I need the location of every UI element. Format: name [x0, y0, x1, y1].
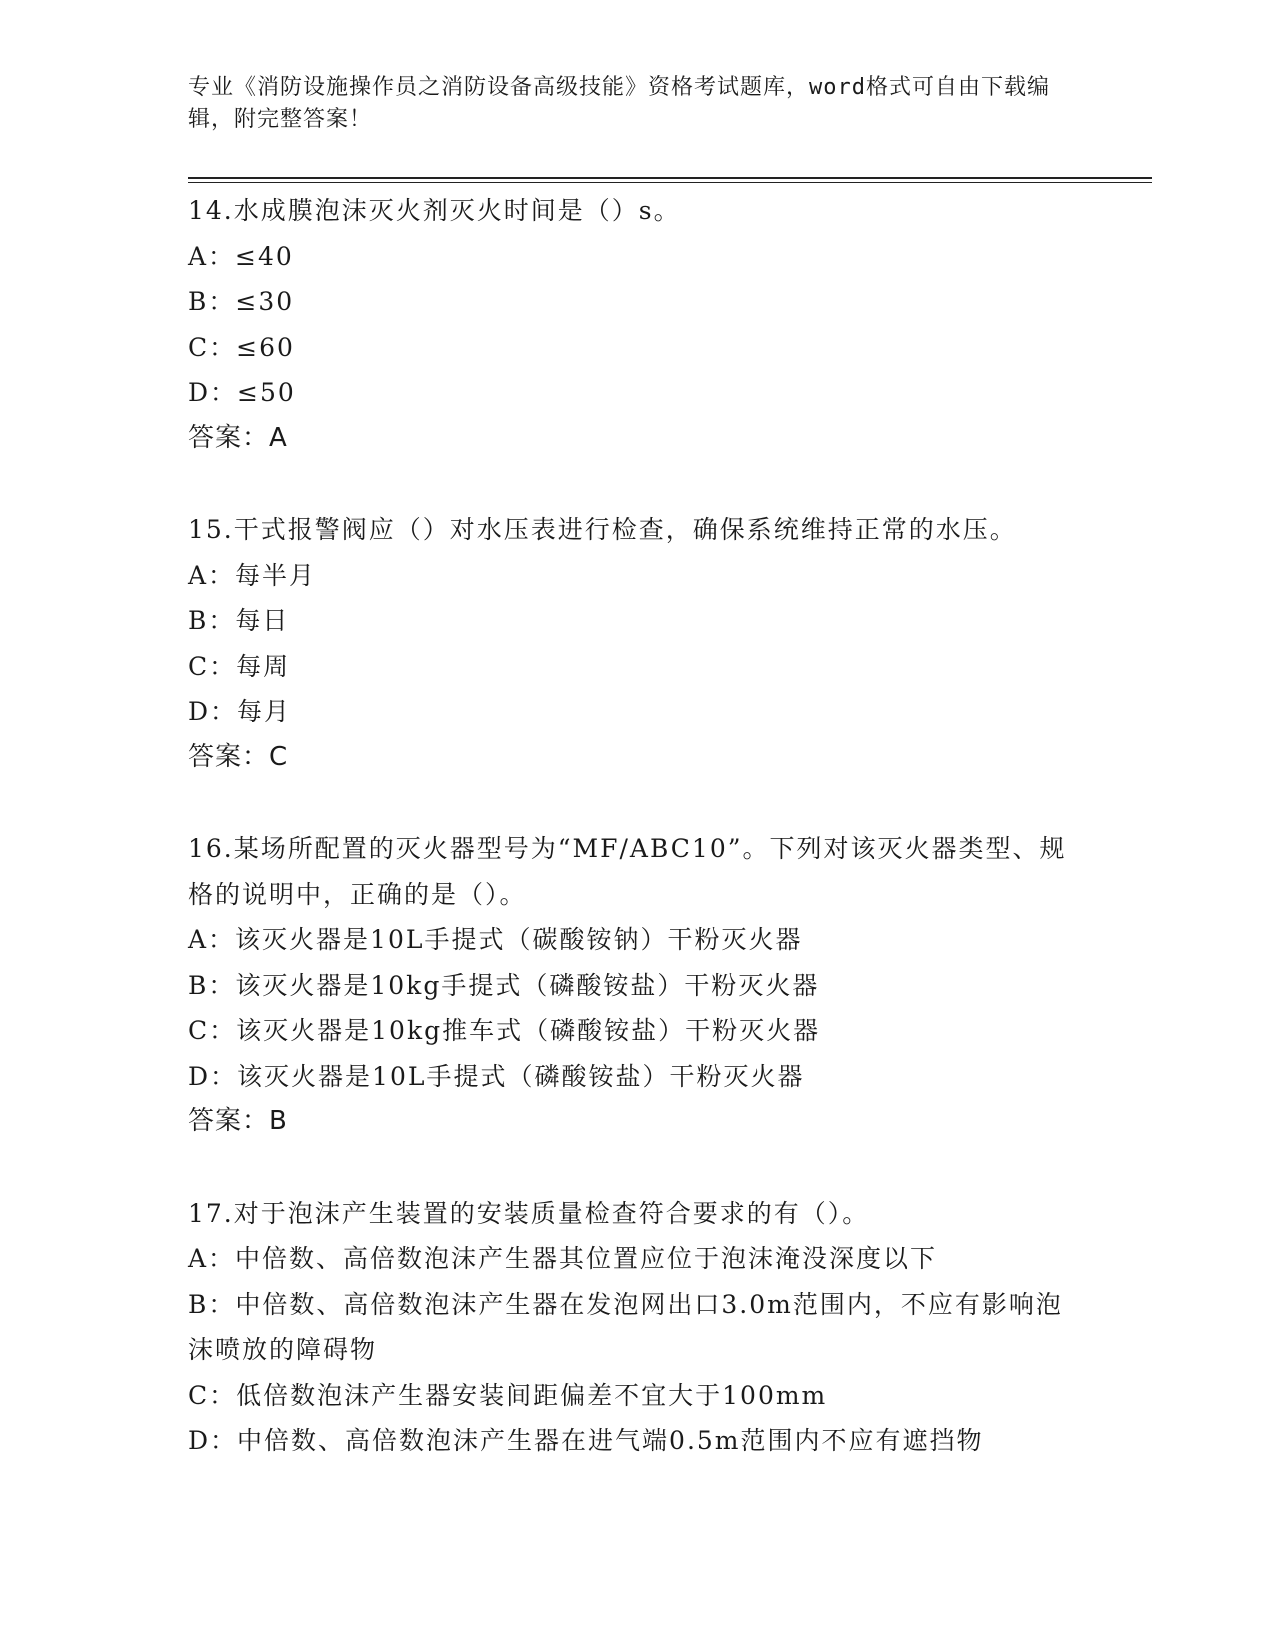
option-c: C：≤60 — [188, 332, 295, 362]
question-17 — [188, 1191, 1148, 1464]
question-stem: 17.对于泡沫产生装置的安装质量检查符合要求的有（）。 — [188, 1198, 870, 1228]
option-b: B：中倍数、高倍数泡沫产生器在发泡网出口3.0m范围内，不应有影响泡沫喷放的障碍物 — [188, 1289, 1063, 1364]
option-a: A：≤40 — [188, 241, 294, 271]
option-a: A：该灭火器是10L手提式（碳酸铵钠）干粉灭火器 — [188, 925, 803, 954]
document-header: 专业《消防设施操作员之消防设备高级技能》资格考试题库，word格式可自由下载编辑，附完整答案！ — [188, 75, 1050, 132]
header-divider — [188, 177, 1152, 183]
question-14 — [188, 188, 1148, 461]
option-d: D：≤50 — [188, 378, 296, 407]
option-c: C：每周 — [188, 651, 291, 681]
option-a: A：中倍数、高倍数泡沫产生器其位置应位于泡沫淹没深度以下 — [188, 1244, 938, 1273]
question-list — [188, 188, 1148, 1510]
option-b: B：该灭火器是10kg手提式（磷酸铵盐）干粉灭火器 — [188, 970, 820, 1000]
option-c: C：低倍数泡沫产生器安装间距偏差不宜大于100mm — [188, 1380, 828, 1410]
option-b: B：每日 — [188, 606, 290, 635]
question-stem: 15.干式报警阀应（）对水压表进行检查，确保系统维持正常的水压。 — [188, 515, 1017, 544]
option-c: C：该灭火器是10kg推车式（磷酸铵盐）干粉灭火器 — [188, 1016, 821, 1045]
question-16 — [188, 826, 1148, 1145]
option-d: D：每月 — [188, 697, 292, 726]
answer-label: 答案：A — [188, 422, 288, 453]
answer-label: 答案：C — [188, 741, 289, 772]
option-b: B：≤30 — [188, 287, 295, 316]
question-15 — [188, 507, 1148, 780]
option-d: D：中倍数、高倍数泡沫产生器在进气端0.5m范围内不应有遮挡物 — [188, 1426, 984, 1455]
question-stem: 14.水成膜泡沫灭火剂灭火时间是（）s。 — [188, 196, 681, 225]
answer-label: 答案：B — [188, 1106, 288, 1136]
option-d: D：该灭火器是10L手提式（磷酸铵盐）干粉灭火器 — [188, 1061, 805, 1091]
option-a: A：每半月 — [188, 560, 317, 590]
question-stem: 16.某场所配置的灭火器型号为“MF/ABC10”。下列对该灭火器类型、规格的说明中，正确的是（）。 — [188, 834, 1067, 909]
